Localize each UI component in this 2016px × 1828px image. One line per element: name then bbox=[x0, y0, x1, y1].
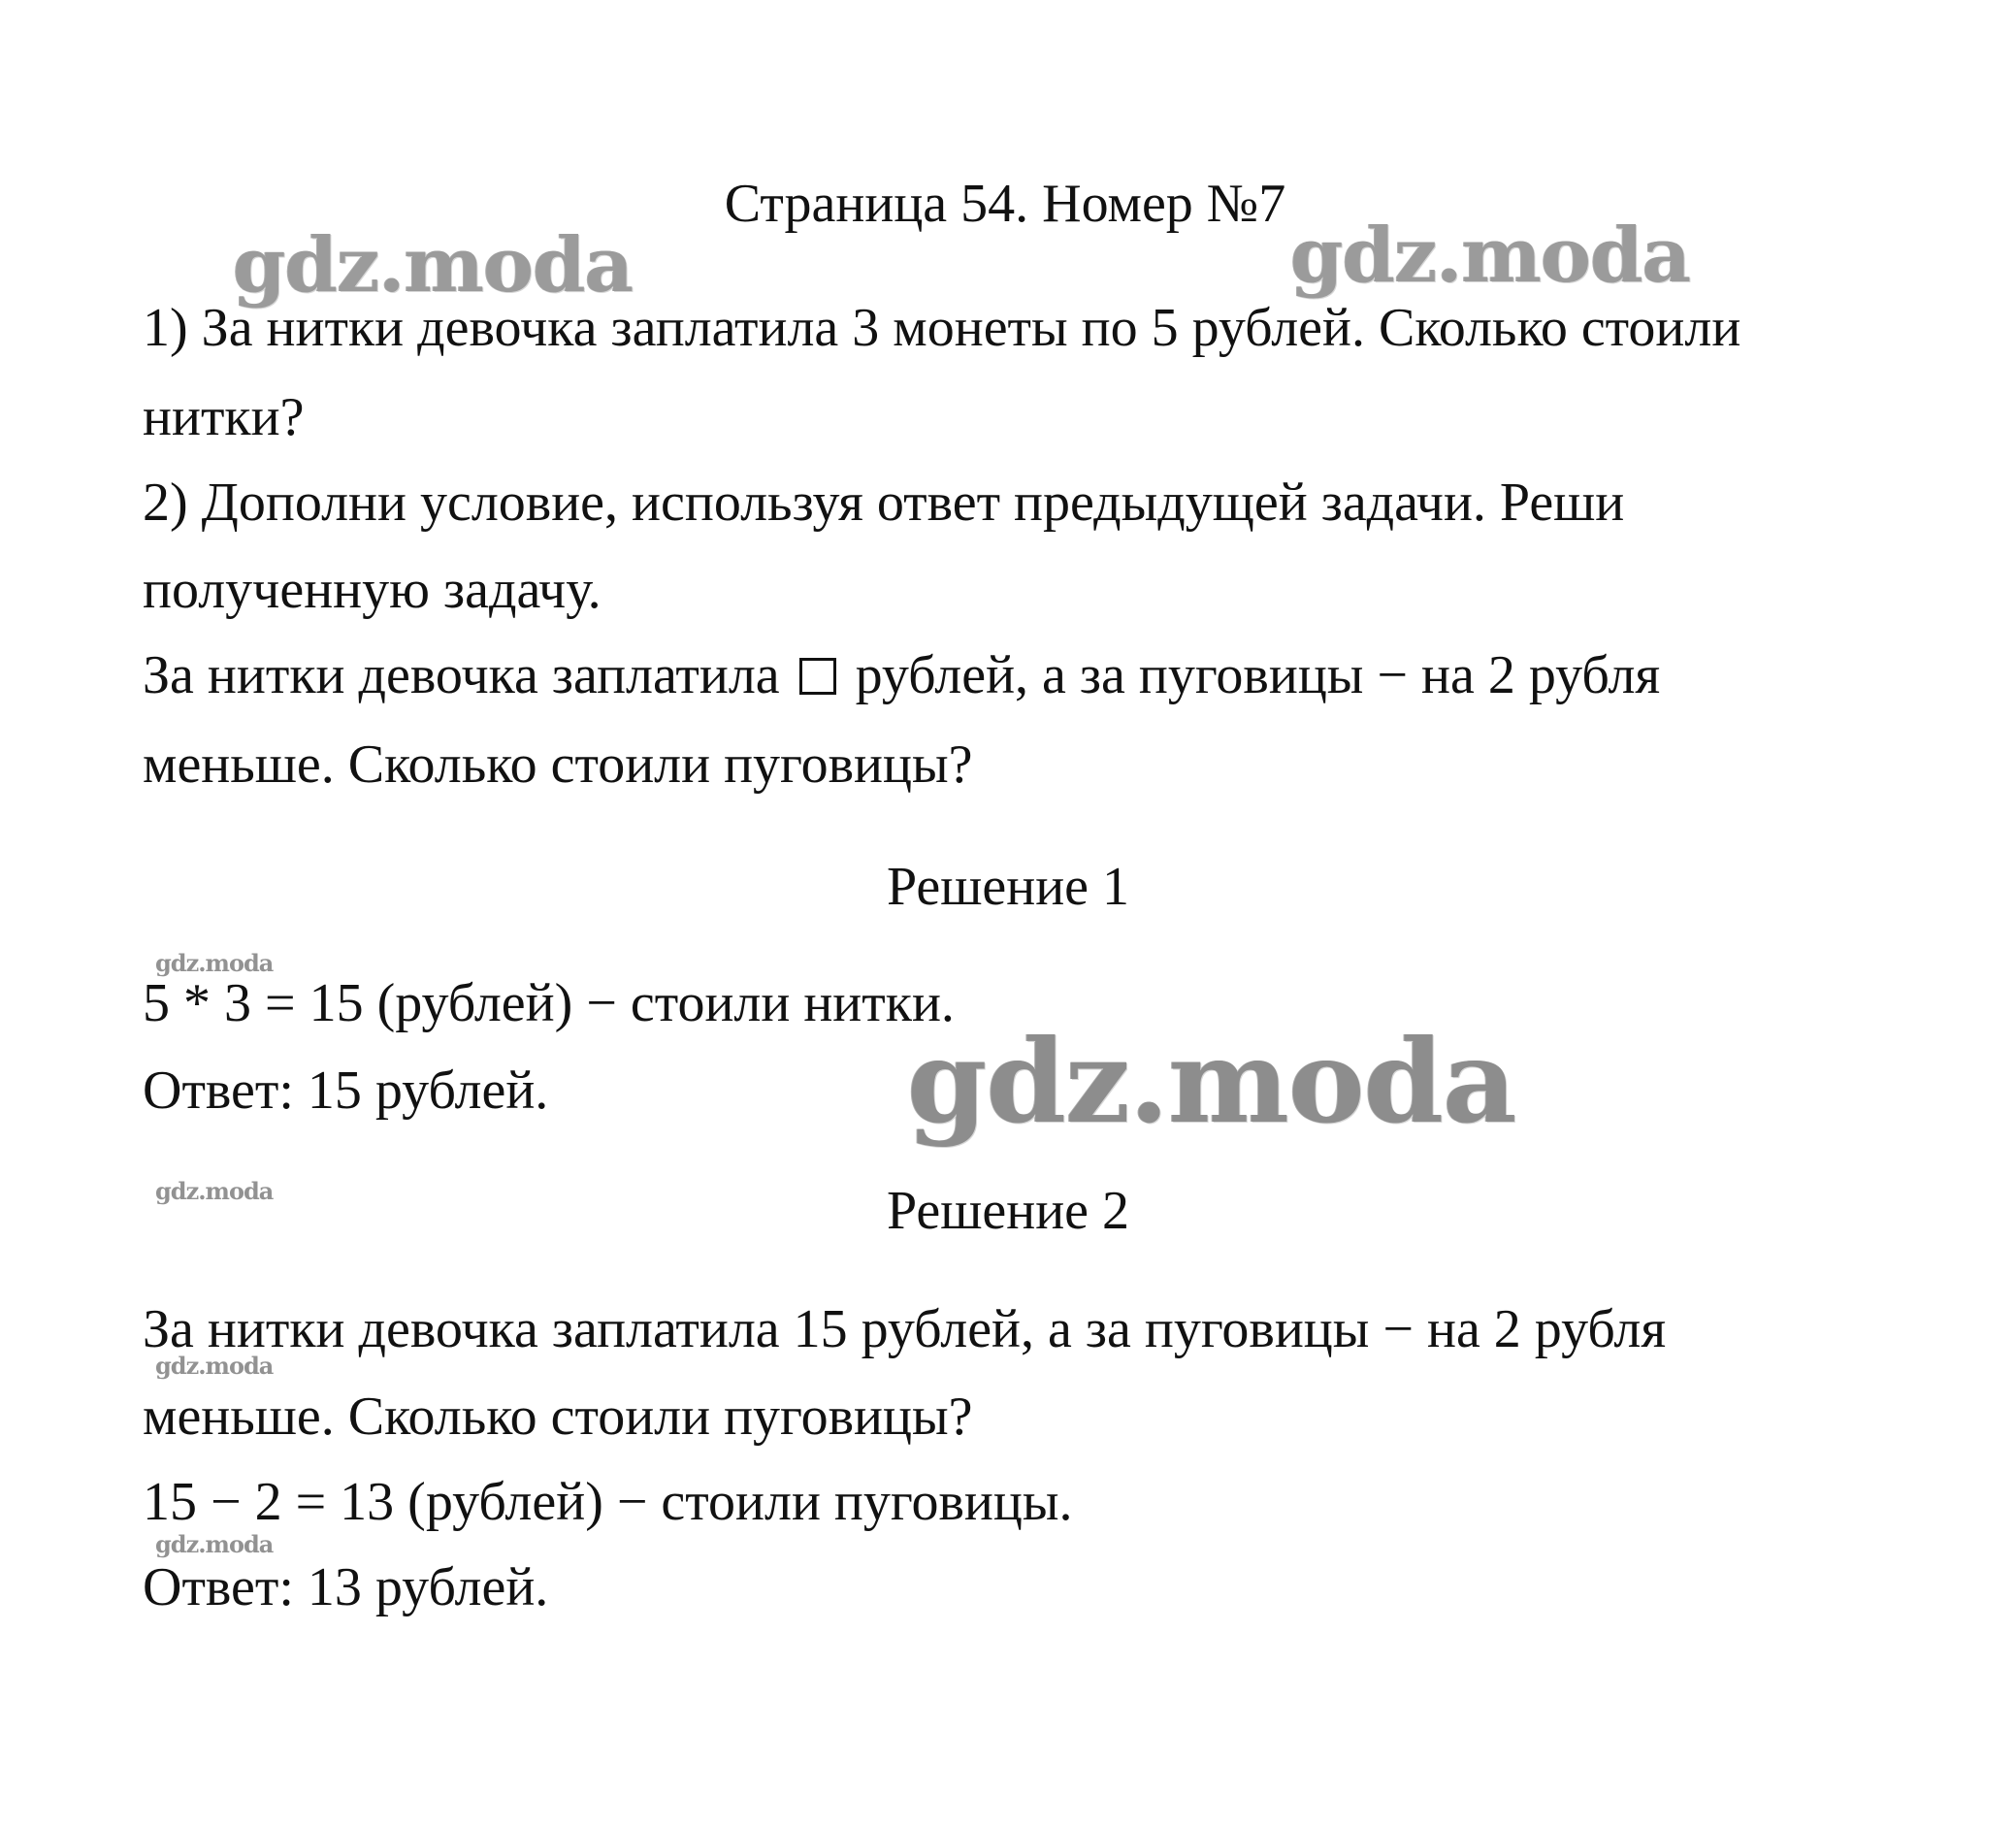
page-title: Страница 54. Номер №7 bbox=[724, 174, 1286, 234]
condition-line-2: меньше. Сколько стоили пуговицы? bbox=[143, 734, 973, 795]
solution-2-heading: Решение 2 bbox=[886, 1181, 1130, 1241]
question-2-line-1: 2) Дополни условие, используя ответ предыдущей задачи. Реши bbox=[143, 473, 1625, 533]
solution-2-condition-line-1: За нитки девочка заплатила 15 рублей, а за пуговицы − на 2 рубля bbox=[143, 1299, 1667, 1359]
solution-1-heading: Решение 1 bbox=[886, 857, 1130, 917]
condition-line-1 bbox=[143, 644, 1660, 706]
question-1-line-1: 1) За нитки девочка заплатила 3 монеты по 5 рублей. Сколько стоили bbox=[143, 298, 1741, 358]
solution-2-answer: Ответ: 13 рублей. bbox=[143, 1557, 549, 1617]
watermark-center: gdz.moda bbox=[907, 1014, 1516, 1149]
solution-1-answer: Ответ: 15 рублей. bbox=[143, 1061, 549, 1121]
solution-1-calc: 5 * 3 = 15 (рублей) − стоили нитки. bbox=[143, 973, 955, 1033]
question-2-line-2: полученную задачу. bbox=[143, 560, 602, 620]
watermark-top-right: gdz.moda bbox=[1290, 212, 1691, 300]
watermark-small-1: gdz.moda bbox=[155, 949, 274, 977]
question-1-line-2: нитки? bbox=[143, 387, 305, 447]
solution-2-calc: 15 − 2 = 13 (рублей) − стоили пуговицы. bbox=[143, 1472, 1073, 1532]
condition-text-after-box: рублей, а за пуговицы − на 2 рубля bbox=[855, 645, 1661, 705]
watermark-small-2: gdz.moda bbox=[155, 1177, 274, 1205]
solution-2-condition-line-2: меньше. Сколько стоили пуговицы? bbox=[143, 1387, 973, 1447]
watermark-small-3: gdz.moda bbox=[155, 1352, 274, 1380]
empty-answer-box bbox=[799, 658, 836, 695]
watermark-top-left: gdz.moda bbox=[233, 221, 634, 310]
watermark-small-4: gdz.moda bbox=[155, 1530, 274, 1558]
condition-text-before-box: За нитки девочка заплатила bbox=[143, 645, 780, 705]
